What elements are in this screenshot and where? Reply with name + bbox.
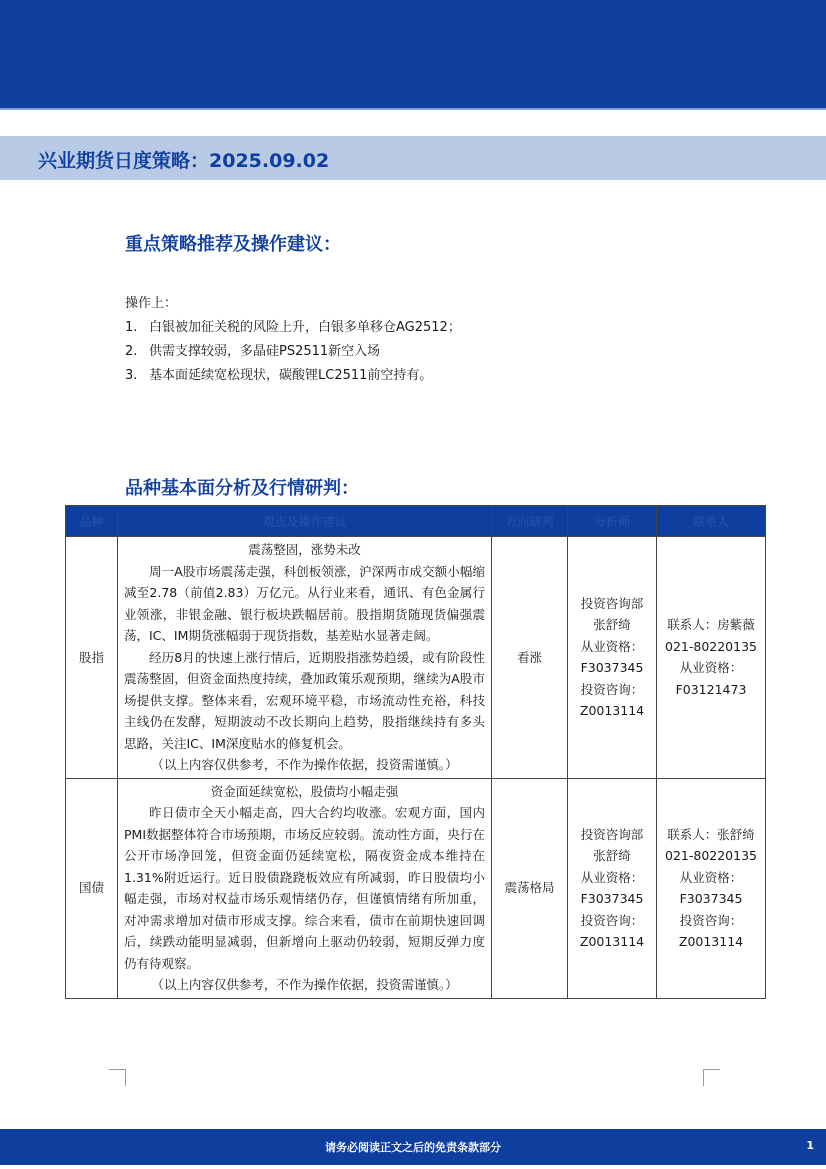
analyst-line: Z0013114	[579, 934, 645, 949]
table-row	[66, 778, 766, 998]
view-paragraph: 周一A股市场震荡走强，科创板领涨，沪深两市成交额小幅缩减至2.78（前值2.83）万亿元。从行业来看，通讯、有色金属行业领涨，非银金融、银行板块跌幅居前。股指期货随现货偏强震荡，IC、IM期货涨幅弱于现货指数，基差贴水显著走阔。	[124, 563, 485, 643]
analysis-table	[65, 505, 766, 999]
contact-cell	[657, 778, 766, 998]
crop-mark-right	[703, 1069, 720, 1086]
table-header-row	[66, 506, 766, 537]
strategy-item-text: 供需支撑较弱，多晶硅PS2511新空入场	[149, 344, 381, 359]
analyst-line: F3037345	[580, 660, 644, 676]
contact-line: 从业资格：	[679, 660, 743, 676]
title-band	[0, 136, 826, 180]
view-paragraph: 昨日债市全天小幅走高，四大合约均收涨。宏观方面，国内PMI数据整体符合市场预期，市场反应较弱。流动性方面，央行在公开市场净回笼，但资金面仍延续宽松，隔夜资金成本维持在1.31%附近运行。近日股债跷跷板效应有所减弱，昨日股债均小幅走强，市场对权益市场乐观情绪仍存，但谨慎情绪有所加重，对冲需求增加对债市形成支撑。综合来看，债市在前期快速回调后，续跌动能明显减弱，但新增向上驱动仍较弱，短期反弹力度仍有待观察。	[124, 805, 485, 971]
direction-cell: 震荡格局	[492, 778, 568, 998]
strategy-list	[125, 292, 745, 388]
view-headline: 震荡整固，涨势未改	[248, 542, 361, 557]
footer-disclaimer: 请务必阅读正文之后的免责条款部分	[325, 1141, 501, 1154]
analysis-heading: 品种基本面分析及行情研判：	[125, 478, 359, 499]
column-header-view: 观点及操作建议	[118, 506, 492, 537]
analyst-line: 从业资格：	[580, 638, 644, 654]
strategy-item-text: 白银被加征关税的风险上升，白银多单移仓AG2512；	[149, 320, 461, 335]
strategy-item-number: 3.	[125, 368, 138, 383]
column-header-direction: 方向研判	[492, 506, 568, 537]
contact-line: 从业资格：	[679, 869, 743, 885]
column-header-variety: 品种	[66, 506, 118, 537]
contact-line: Z0013114	[678, 934, 744, 949]
strategy-heading: 重点策略推荐及操作建议：	[125, 234, 341, 255]
analyst-line: 投资咨询：	[580, 681, 644, 697]
contact-cell	[657, 537, 766, 779]
view-paragraph: 经历8月的快速上涨行情后，近期股指涨势趋缓，或有阶段性震荡整固，但资金面热度持续，叠加政策乐观预期，继续为A股市场提供支撑。整体来看，宏观环境平稳，市场流动性充裕，科技主线仍在发酵，短期波动不改长期向上趋势，股指继续持有多头思路，关注IC、IM深度贴水的修复机会。	[124, 649, 485, 751]
strategy-item	[125, 316, 745, 340]
contact-line: 联系人：张舒绮	[667, 826, 755, 842]
strategy-intro: 操作上：	[125, 296, 178, 311]
analyst-line: 投资咨询部	[580, 595, 644, 611]
analyst-line: F3037345	[580, 891, 644, 906]
strategy-item-text: 基本面延续宽松现状，碳酸锂LC2511前空持有。	[149, 368, 433, 383]
strategy-item	[125, 340, 745, 364]
strategy-item-number: 2.	[125, 344, 138, 359]
analyst-line: 张舒绮	[593, 848, 631, 863]
column-header-contact: 联系人	[657, 506, 766, 537]
column-header-analyst: 分析师	[568, 506, 657, 537]
variety-cell: 股指	[66, 537, 118, 779]
header-band	[0, 0, 826, 108]
crop-mark-left	[109, 1069, 126, 1086]
view-disclaimer: （以上内容仅供参考，不作为操作依据，投资需谨慎。）	[151, 757, 458, 772]
page-number: 1	[806, 1139, 814, 1152]
table-row	[66, 537, 766, 779]
analyst-line: 投资咨询：	[580, 912, 644, 928]
contact-line: 021-80220135	[665, 848, 757, 863]
view-cell	[118, 537, 492, 779]
strategy-item	[125, 364, 745, 388]
analyst-line: Z0013114	[579, 703, 645, 719]
contact-line: F03121473	[675, 681, 747, 697]
view-headline: 资金面延续宽松，股债均小幅走强	[210, 783, 399, 799]
analyst-line: 张舒绮	[593, 617, 631, 633]
contact-line: F3037345	[679, 891, 743, 906]
footer-band	[0, 1129, 826, 1165]
analyst-line: 投资咨询部	[580, 826, 644, 842]
analyst-line: 从业资格：	[580, 869, 644, 885]
contact-line: 联系人：房紫薇	[667, 617, 755, 633]
direction-cell: 看涨	[492, 537, 568, 779]
analyst-cell	[568, 537, 657, 779]
contact-line: 021-80220135	[665, 638, 757, 654]
view-cell	[118, 778, 492, 998]
strategy-item-number: 1.	[125, 320, 138, 335]
report-title: 兴业期货日度策略：2025.09.02	[38, 150, 330, 172]
contact-line: 投资咨询：	[679, 912, 743, 928]
analyst-cell	[568, 778, 657, 998]
view-disclaimer: （以上内容仅供参考，不作为操作依据，投资需谨慎。）	[151, 977, 458, 992]
variety-cell: 国债	[66, 778, 118, 998]
header-divider	[0, 108, 826, 110]
